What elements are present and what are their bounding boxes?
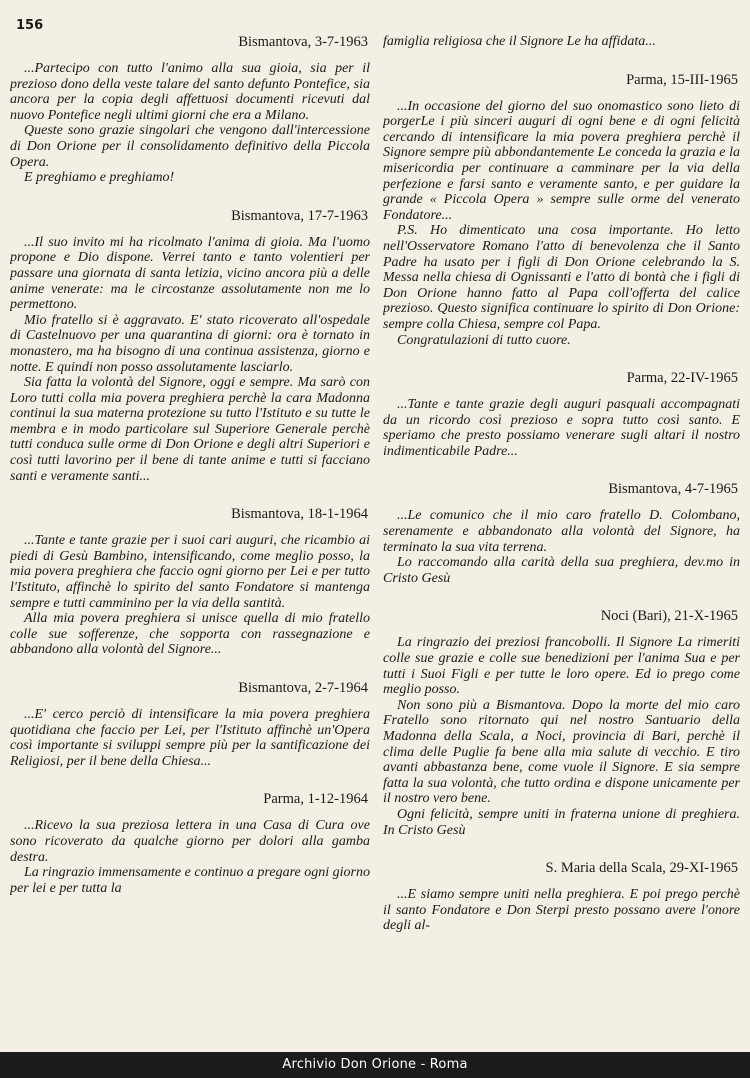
letter-paragraph: Non sono più a Bismantova. Dopo la morte del mio caro Fratello sono ritornato qui nel nostro Santuario della Madonna della Scala, a Noci, provincia di Bari, perchè il clima delle Puglie fa bene alla mia salute di vecchio. E tiro avanti abbastanza bene, come vuole il Signore. E sia sempre fatta la sua volontà, che tutto ordina e dispone unicamente per il nostro vero bene. bbox=[383, 697, 740, 807]
letter-paragraph: ...Tante e tante grazie per i suoi cari auguri, che ricambio ai piedi di Gesù Bambino, intensificando, come meglio posso, la mia povera preghiera che faccio ogni giorno per Lei e per tutto l'Istituto, affinchè lo spirito del santo Fondatore si mantenga sempre e tutti camminino per la via della santità. bbox=[10, 533, 370, 611]
document-columns bbox=[10, 34, 740, 1044]
letter-heading: Bismantova, 2-7-1964 bbox=[238, 680, 368, 696]
letter bbox=[383, 370, 740, 459]
letter-paragraph: ...In occasione del giorno del suo onomastico sono lieto di porgerLe i più sinceri auguri di ogni bene e di ogni felicità cercando di intensificare la mia povera preghiera perchè il Signore sempre più abbondantemente Le conceda la grazia e la misericordia per continuare a camminare per la via della perfezione e farsi santo e veramente santo, e per guidare la grande « Piccola Opera » sempre sulle orme del venerato Fondatore... bbox=[383, 98, 740, 223]
letter-paragraph: Ogni felicità, sempre uniti in fraterna unione di preghiera. In Cristo Gesù bbox=[383, 806, 740, 838]
letter-heading: Noci (Bari), 21-X-1965 bbox=[600, 608, 738, 625]
page-number: 156 bbox=[16, 18, 44, 33]
letter-paragraph: Lo raccomando alla carità della sua preghiera, dev.mo in Cristo Gesù bbox=[383, 555, 740, 586]
letter-paragraph: ...E' cerco perciò di intensificare la mia povera preghiera quotidiana che faccio per Lei, per l'Istituto affinchè un'Opera così importante si sviluppi sempre più per la santificazione dei Religiosi, per il bene della Chiesa... bbox=[10, 707, 370, 769]
letter-heading: Bismantova, 3-7-1963 bbox=[238, 34, 368, 50]
letter-paragraph: P.S. Ho dimenticato una cosa importante. Ho letto nell'Osservatore Romano l'atto di benevolenza che il Santo Padre ha usato per i figli di Don Orione celebrando la S. Messa nella chiesa di Ognissanti e l'atto di bontà che i figli di Don Orione hanno fatto al Papa coll'offerta del calice prezioso. Questo significa continuare lo spirito di Don Orione: sempre colla Chiesa, sempre col Papa. bbox=[383, 223, 740, 332]
letter bbox=[10, 208, 370, 485]
right-column bbox=[383, 34, 740, 1044]
letter-paragraph: ...E siamo sempre uniti nella preghiera. E poi prego perchè il santo Fondatore e Don Sterpi presto possano avere l'onore degli al- bbox=[383, 887, 740, 934]
letter bbox=[10, 680, 370, 769]
letter-heading: Bismantova, 4-7-1965 bbox=[608, 481, 738, 498]
letter bbox=[10, 791, 370, 896]
letter-paragraph: ...Tante e tante grazie degli auguri pasquali accompagnati da un ricordo così prezioso e sopra tutto così santo. E speriamo che presto possiamo venerare sugli altari il nostro indimenticabile Padre... bbox=[383, 397, 740, 459]
letter-heading: Parma, 15-III-1965 bbox=[626, 71, 738, 88]
letter-paragraph: famiglia religiosa che il Signore Le ha affidata... bbox=[383, 34, 656, 49]
letter-paragraph: Queste sono grazie singolari che vengono dall'intercessione di Don Orione per il consolidamento definitivo della Piccola Opera. bbox=[10, 123, 370, 170]
letter-paragraph: ...Ricevo la sua preziosa lettera in una Casa di Cura ove sono ricoverato da qualche giorno per dolori alla gamba destra. bbox=[10, 818, 370, 865]
letter-paragraph: ...Partecipo con tutto l'animo alla sua gioia, sia per il prezioso dono della veste talare del santo defunto Pontefice, sia ancora per la copia degli affettuosi documenti ricevuti dal nuovo Pontefice negli ultimi giorni che era a Milano. bbox=[10, 61, 370, 123]
left-column bbox=[10, 34, 370, 1044]
letter-paragraph: La ringrazio immensamente e continuo a pregare ogni giorno per lei e per tutta la bbox=[10, 865, 370, 896]
letter bbox=[10, 506, 370, 658]
letter-heading: Bismantova, 18-1-1964 bbox=[231, 506, 368, 523]
letter bbox=[383, 72, 740, 349]
letter bbox=[383, 608, 740, 838]
letter-paragraph: ...Le comunico che il mio caro fratello D. Colombano, serenamente e abbandonato alla volontà del Signore, ha terminato la sua vita terrena. bbox=[383, 508, 740, 555]
letter-paragraph: Alla mia povera preghiera si unisce quella di mio fratello colle sue sofferenze, che sopporta con rassegnazione e abbandono alla volontà del Signore... bbox=[10, 611, 370, 658]
letter-paragraph: Mio fratello si è aggravato. E' stato ricoverato all'ospedale di Castelnuovo per una quarantina di giorni: ora è tornato in monastero, ma ha bisogno di una continua assistenza, giorno e notte. E quindi non posso assolutamente lasciarlo. bbox=[10, 312, 370, 375]
letter-continuation bbox=[383, 34, 740, 50]
letter-heading: Bismantova, 17-7-1963 bbox=[231, 207, 368, 224]
letter bbox=[383, 860, 740, 934]
letter-heading: Parma, 1-12-1964 bbox=[263, 791, 368, 808]
letter bbox=[10, 34, 370, 186]
letter bbox=[383, 481, 740, 586]
letter-paragraph: Congratulazioni di tutto cuore. bbox=[397, 332, 571, 348]
letter-heading: Parma, 22-IV-1965 bbox=[626, 370, 738, 387]
letter-paragraph: ...Il suo invito mi ha ricolmato l'anima di gioia. Ma l'uomo propone e Dio dispone. Verrei tanto e tanto volentieri per passare una giornata di santa letizia, vicino ancora più a delle anime venerate: ma le circostanze assolutamente non me lo permettono. bbox=[10, 234, 370, 313]
letter-paragraph: E preghiamo e preghiamo! bbox=[24, 170, 175, 186]
letter-heading: S. Maria della Scala, 29-XI-1965 bbox=[545, 860, 738, 877]
archive-footer: Archivio Don Orione - Roma bbox=[0, 1052, 750, 1078]
letter-paragraph: Sia fatta la volontà del Signore, oggi e sempre. Ma sarò con Loro tutti colla mia povera preghiera perchè la cara Madonna continui la sua materna protezione su tutto l'Istituto e su tutte le membra e in modo particolare sul Superiore Generale perchè tutti conduca sulle orme di Don Orione e degli altri Superiori e così tutti lavorino per il bene di tante anime e tutti si facciano santi e veramente santi... bbox=[10, 375, 370, 484]
letter-paragraph: La ringrazio dei preziosi francobolli. Il Signore La rimeriti colle sue grazie e colle sue benedizioni per l'anima Sua e per tutti i Suoi Figli e per tutte le loro opere. Ed io prego come meglio posso. bbox=[383, 635, 740, 698]
